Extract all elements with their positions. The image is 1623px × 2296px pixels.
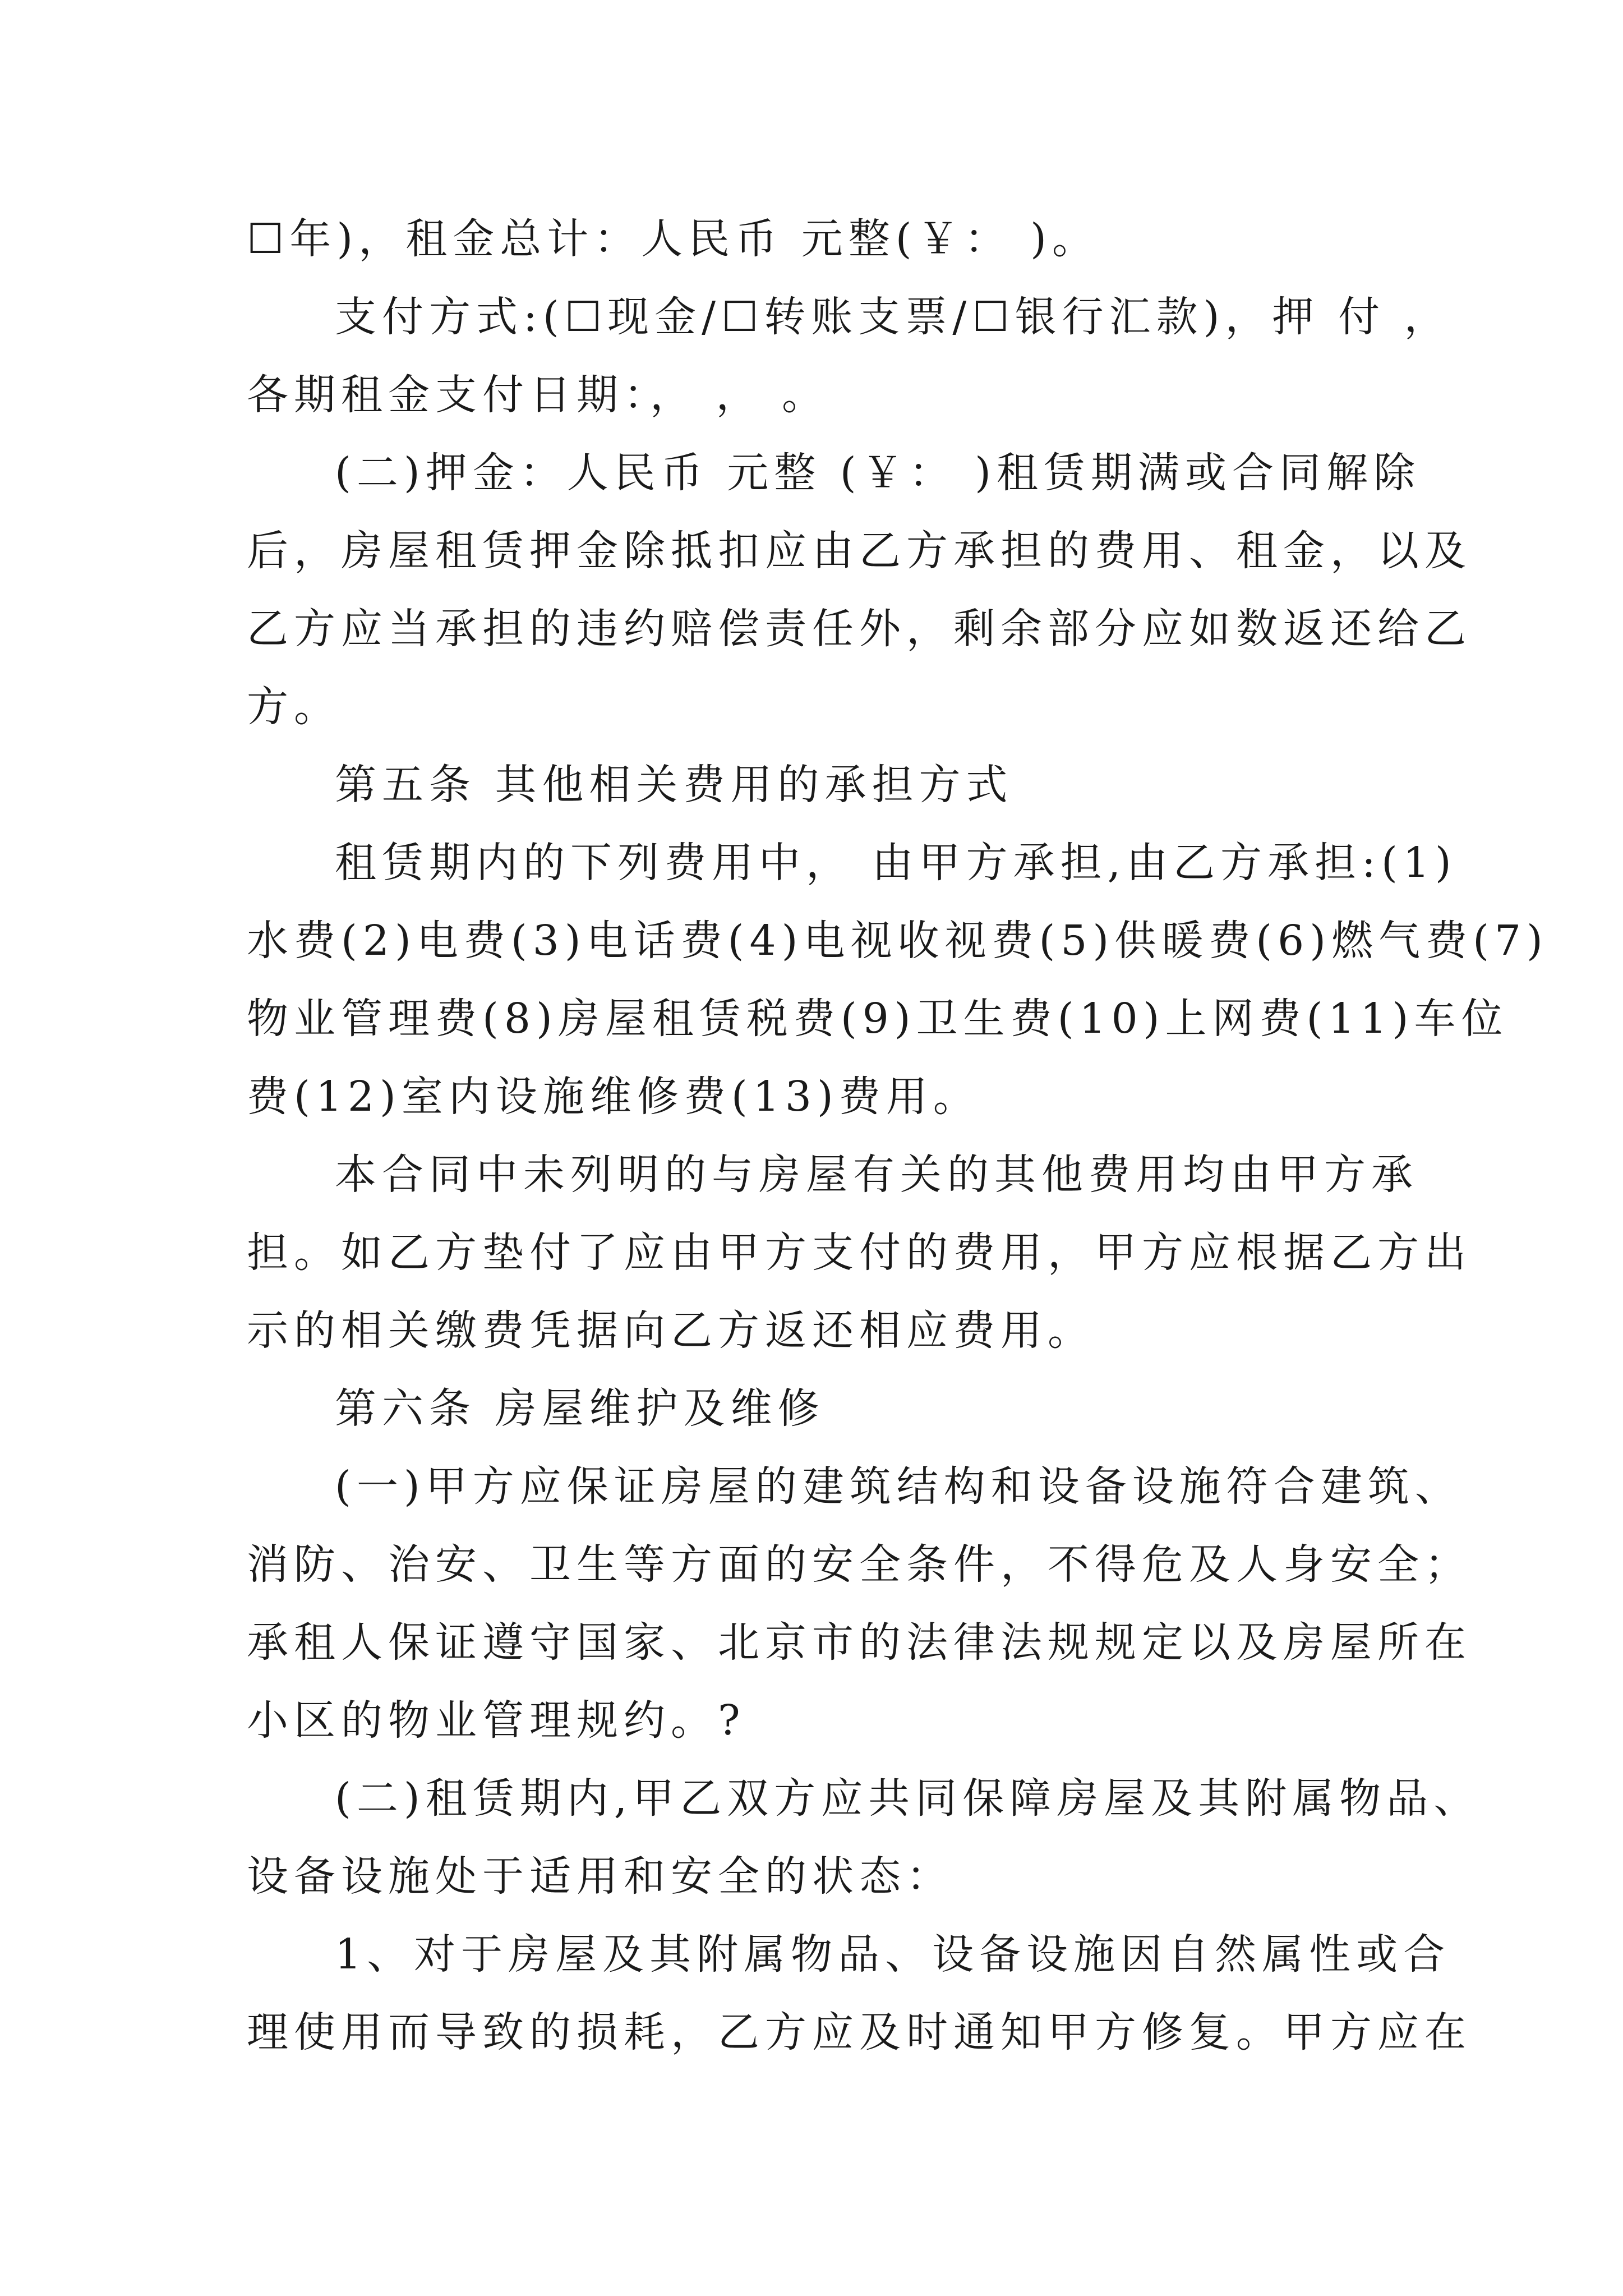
text-line: 乙方应当承担的违约赔偿责任外，剩余部分应如数返还给乙	[247, 605, 1472, 653]
text-line: 支付方式:(☐现金/☐转账支票/☐银行汇款)，押 付 ，	[335, 293, 1451, 341]
text-line: 后，房屋租赁押金除抵扣应由乙方承担的费用、租金，以及	[247, 527, 1472, 575]
text-line: (一)甲方应保证房屋的建筑结构和设备设施符合建筑、	[335, 1462, 1462, 1511]
text-line: 担。如乙方垫付了应由甲方支付的费用，甲方应根据乙方出	[247, 1228, 1472, 1277]
text-line: ☐年)，租金总计：人民币 元整(￥： )。	[247, 215, 1099, 263]
text-line: 各期租金支付日期：， ， 。	[247, 371, 829, 419]
text-line: 设备设施处于适用和安全的状态：	[247, 1852, 953, 1901]
text-line: 小区的物业管理规约。?	[247, 1696, 746, 1745]
text-line: (二)押金：人民币 元整 (￥： )租赁期满或合同解除	[335, 449, 1421, 497]
text-line: 1、对于房屋及其附属物品、设备设施因自然属性或合	[335, 1930, 1451, 1978]
text-line: (二)租赁期内,甲乙双方应共同保障房屋及其附属物品、	[335, 1774, 1481, 1823]
section-heading: 第五条 其他相关费用的承担方式	[335, 761, 1013, 809]
text-line: 水费(2)电费(3)电话费(4)电视收视费(5)供暖费(6)燃气费(7)	[247, 917, 1548, 965]
text-line: 承租人保证遵守国家、北京市的法律法规规定以及房屋所在	[247, 1618, 1472, 1667]
text-line: 示的相关缴费凭据向乙方返还相应费用。	[247, 1306, 1095, 1355]
section-heading: 第六条 房屋维护及维修	[335, 1384, 825, 1433]
text-line: 费(12)室内设施维修费(13)费用。	[247, 1073, 980, 1121]
text-line: 物业管理费(8)房屋租赁税费(9)卫生费(10)上网费(11)车位	[247, 995, 1509, 1043]
text-line: 租赁期内的下列费用中， 由甲方承担,由乙方承担:(1)	[335, 839, 1457, 887]
text-line: 消防、治安、卫生等方面的安全条件，不得危及人身安全；	[247, 1540, 1472, 1589]
text-line: 理使用而导致的损耗，乙方应及时通知甲方修复。甲方应在	[247, 2008, 1472, 2056]
text-line: 本合同中未列明的与房屋有关的其他费用均由甲方承	[335, 1151, 1418, 1199]
text-line: 方。	[247, 683, 341, 731]
